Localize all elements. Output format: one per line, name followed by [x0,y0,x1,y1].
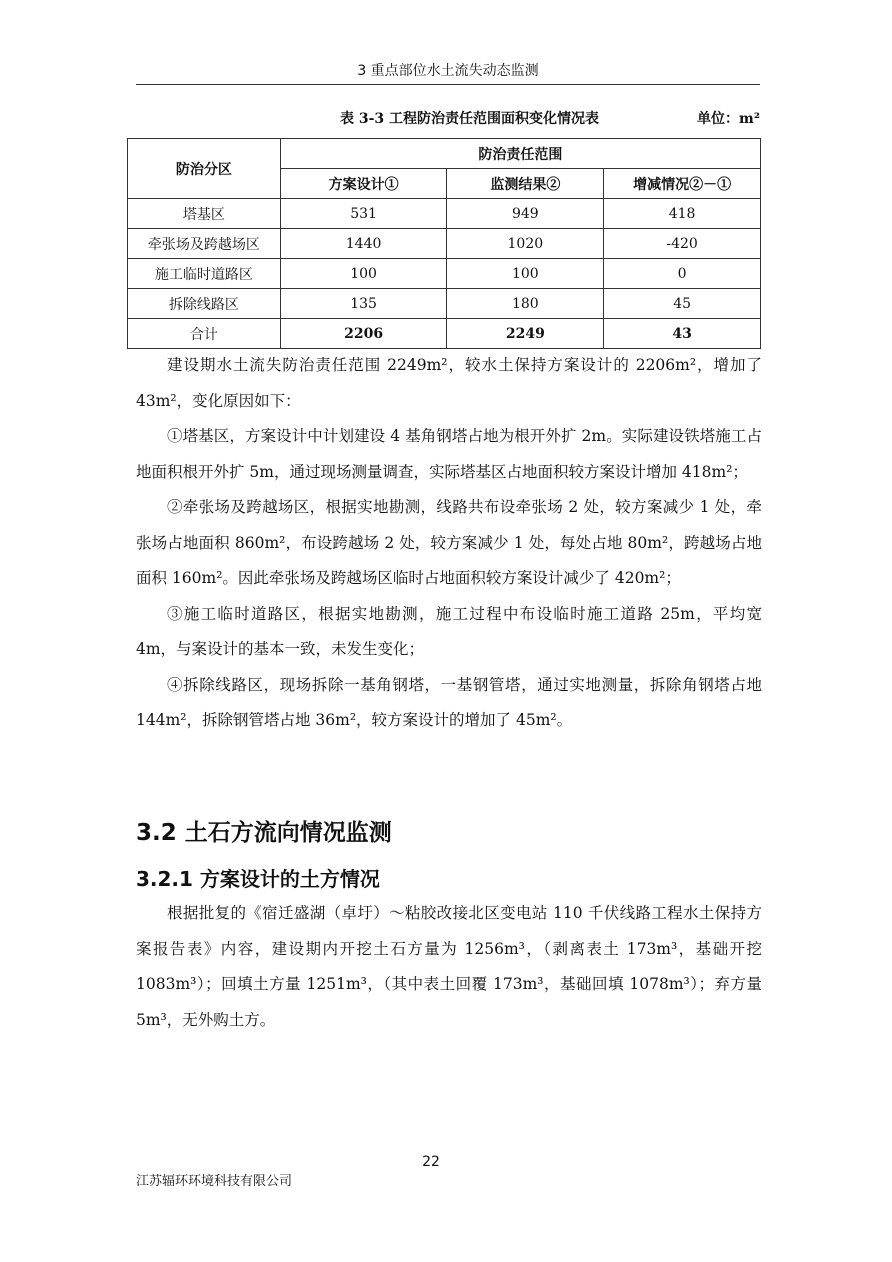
table-unit: 单位：m² [697,111,760,127]
footer-company: 江苏辐环环境科技有限公司 [136,1174,293,1189]
cell-change: -420 [604,229,761,259]
paragraph: ③施工临时道路区，根据实地勘测，施工过程中布设临时施工道路 25m，平均宽 4m，与案设计的基本一致，未发生变化； [136,604,762,658]
table-caption [300,108,760,130]
paragraph: 建设期水土流失防治责任范围 2249m²，较水土保持方案设计的 2206m²，增加了 43m²，变化原因如下： [136,356,762,410]
paragraph: ②牵张场及跨越场区，根据实地勘测，线路共布设牵张场 2 处，较方案减少 1 处，牵张场占地面积 860m²，布设跨越场 2 处，较方案减少 1 处，每处占地 80m²，跨越场占地面积 160m²。因此牵张场及跨越场区临时占地面积较方案设计减少了 420m²； [136,498,762,587]
table-row [128,199,761,229]
cell-change: 43 [604,319,761,349]
table-row [128,289,761,319]
section-title: 3.2 土石方流向情况监测 [136,820,392,846]
cell-design: 1440 [280,229,447,259]
header-col-monitor: 监测结果② [447,169,604,199]
cell-monitor: 2249 [447,319,604,349]
cell-change: 418 [604,199,761,229]
header-group: 防治责任范围 [280,139,760,169]
header-col-design: 方案设计① [280,169,447,199]
page-number: 22 [422,1154,440,1170]
row-zone: 拆除线路区 [128,289,281,319]
header-col-change: 增减情况②－① [604,169,761,199]
cell-design: 100 [280,259,447,289]
row-zone: 塔基区 [128,199,281,229]
row-zone: 合计 [128,319,281,349]
cell-change: 45 [604,289,761,319]
row-zone: 施工临时道路区 [128,259,281,289]
cell-design: 2206 [280,319,447,349]
cell-monitor: 180 [447,289,604,319]
paragraph: ④拆除线路区，现场拆除一基角钢塔，一基钢管塔，通过实地测量，拆除角钢塔占地 144m²，拆除钢管塔占地 36m²，较方案设计的增加了 45m²。 [136,675,762,729]
header-rule [136,84,760,85]
cell-design: 531 [280,199,447,229]
cell-design: 135 [280,289,447,319]
area-change-table [127,138,761,349]
subsection-title: 3.2.1 方案设计的土方情况 [136,867,380,891]
body-text [136,348,762,739]
table-row [128,259,761,289]
table-total-row [128,319,761,349]
running-header: 3 重点部位水土流失动态监测 [357,63,539,79]
cell-change: 0 [604,259,761,289]
subsection-text [136,896,762,1038]
header-zone: 防治分区 [128,139,281,199]
row-zone: 牵张场及跨越场区 [128,229,281,259]
paragraph: ①塔基区，方案设计中计划建设 4 基角钢塔占地为根开外扩 2m。实际建设铁塔施工占地面积根开外扩 5m，通过现场测量调查，实际塔基区占地面积较方案设计增加 418m²； [136,427,762,481]
table-title: 表 3-3 工程防治责任范围面积变化情况表 [340,111,600,127]
table-row [128,229,761,259]
paragraph: 根据批复的《宿迁盛湖（卓圩）～粘胶改接北区变电站 110 千伏线路工程水土保持方案报告表》内容，建设期内开挖土石方量为 1256m³，（剥离表土 173m³，基础开挖 1083m³）；回填土方量 1251m³，（其中表土回覆 173m³，基础回填 1078m³）；弃方量 5m³，无外购土方。 [136,904,762,1029]
cell-monitor: 949 [447,199,604,229]
cell-monitor: 100 [447,259,604,289]
cell-monitor: 1020 [447,229,604,259]
